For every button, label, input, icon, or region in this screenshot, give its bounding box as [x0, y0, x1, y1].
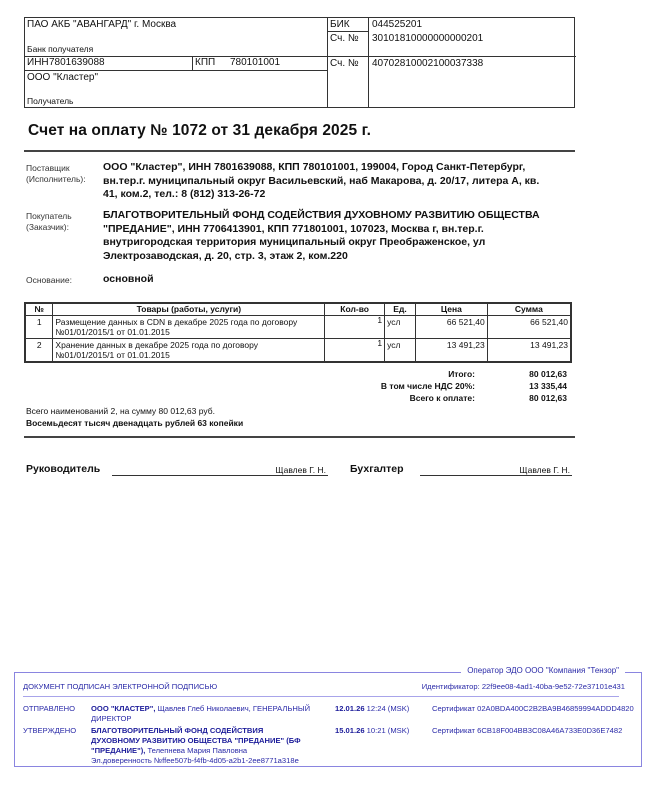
- row-num: 2: [25, 338, 53, 362]
- row-sum: 66 521,40: [487, 315, 571, 338]
- sent-time: 12:24 (MSK): [364, 704, 410, 713]
- basis-value: основной: [103, 273, 154, 285]
- approved-certificate: Сертификат 6CB18F004BB3C08A46A733E0D36E7482: [432, 726, 623, 735]
- sent-signer: [91, 704, 336, 724]
- divider: [327, 56, 576, 57]
- buyer-details: [103, 209, 573, 263]
- edo-operator: Оператор ЭДО ООО "Компания "Тензор": [461, 666, 625, 675]
- row-qty: [325, 315, 385, 338]
- account-label: Сч. №: [330, 58, 359, 69]
- row-qty-value: 1: [377, 337, 383, 348]
- total-value: 80 012,63: [529, 369, 567, 379]
- approved-status: УТВЕРЖДЕНО: [23, 726, 77, 735]
- supplier-label-line: Поставщик: [26, 163, 70, 173]
- recipient-label: Получатель: [27, 96, 74, 106]
- inn-label: ИНН: [27, 57, 49, 68]
- vat-value: 13 335,44: [529, 381, 567, 391]
- supplier-line: 41, ком.2, тел.: 8 (812) 313-26-72: [103, 188, 266, 201]
- vat-label: В том числе НДС 20%:: [380, 381, 475, 391]
- approved-org-line: БЛАГОТВОРИТЕЛЬНЫЙ ФОНД СОДЕЙСТВИЯ: [91, 726, 264, 735]
- header-goods: Товары (работы, услуги): [53, 303, 325, 315]
- supplier-details: [103, 161, 573, 202]
- accountant-label: Бухгалтер: [350, 463, 404, 475]
- row-name-line: Хранение данных в декабре 2025 года по договору: [55, 339, 258, 350]
- basis-label: Основание:: [26, 275, 72, 285]
- row-name: [53, 338, 325, 362]
- sent-datetime: [335, 704, 409, 714]
- corr-account-value: 30101810000000000201: [372, 33, 484, 44]
- row-name: [53, 315, 325, 338]
- sent-org: ООО "КЛАСТЕР",: [91, 704, 156, 713]
- sent-certificate: Сертификат 02A0BDA400C2B2BA9B46859994ADDD4820: [432, 704, 634, 713]
- approved-org-line: "ПРЕДАНИЕ"),: [91, 746, 146, 755]
- approved-time: 10:21 (MSK): [364, 726, 410, 735]
- approved-date: 15.01.26: [335, 726, 365, 735]
- table-header-row: [25, 303, 571, 315]
- bik-value: 044525201: [372, 19, 423, 30]
- accountant-signature-line: [420, 475, 572, 476]
- row-name-line: №01/01/2015/1 от 01.01.2015: [55, 349, 170, 360]
- director-name: Щавлев Г. Н.: [275, 465, 326, 475]
- sent-signer-line: [91, 704, 336, 714]
- sent-date: 12.01.26: [335, 704, 365, 713]
- row-price: 66 521,40: [415, 315, 487, 338]
- buyer-line: БЛАГОТВОРИТЕЛЬНЫЙ ФОНД СОДЕЙСТВИЯ ДУХОВНОМУ РАЗВИТИЮ ОБЩЕСТВА: [103, 209, 540, 221]
- sent-position: ДИРЕКТОР: [91, 714, 132, 723]
- bank-name: ПАО АКБ "АВАНГАРД" г. Москва: [27, 19, 177, 30]
- approved-person: Телепнева Мария Павловна: [145, 746, 248, 755]
- payable-value: 80 012,63: [529, 393, 567, 403]
- buyer-label: [26, 211, 72, 233]
- e-signature-heading: ДОКУМЕНТ ПОДПИСАН ЭЛЕКТРОННОЙ ПОДПИСЬЮ: [23, 682, 218, 691]
- buyer-line: Электрозаводская, д. 20, стр. 3, этаж 2, ком.220: [103, 249, 348, 262]
- power-of-attorney: Эл.доверенность №ffee507b-f4fb-4d05-a2b1-2ee8771a318e: [91, 756, 299, 765]
- buyer-line: внутригородская территория муниципальный округ Преображенское, ул: [103, 236, 486, 249]
- approved-signer-line: [91, 746, 336, 756]
- header-unit: Ед.: [385, 303, 416, 315]
- corr-account-label: Сч. №: [330, 33, 359, 44]
- supplier-label-line: (Исполнитель):: [26, 174, 86, 184]
- director-label: Руководитель: [26, 463, 101, 475]
- row-num: 1: [25, 315, 53, 338]
- title-rule: [24, 150, 575, 152]
- account-value: 40702810002100037338: [372, 58, 484, 69]
- sent-person: Щавлев Глеб Николаевич, ГЕНЕРАЛЬНЫЙ: [155, 704, 311, 713]
- supplier-line: ООО "Кластер", ИНН 7801639088, КПП 780101001, 199004, Город Санкт-Петербург,: [103, 161, 526, 173]
- divider: [25, 70, 327, 71]
- buyer-label-line: (Заказчик):: [26, 222, 69, 232]
- divider: [192, 56, 193, 71]
- row-name-line: Размещение данных в CDN в декабре 2025 года по договору: [55, 316, 298, 327]
- accountant-name: Щавлев Г. Н.: [519, 465, 570, 475]
- row-price: 13 491,23: [415, 338, 487, 362]
- row-unit: усл: [385, 338, 416, 362]
- inn-value: 7801639088: [49, 57, 105, 68]
- items-summary: Всего наименований 2, на сумму 80 012,63 руб.: [26, 406, 215, 416]
- table-row: [25, 338, 571, 362]
- approved-org-line: ДУХОВНОМУ РАЗВИТИЮ ОБЩЕСТВА "ПРЕДАНИЕ" (БФ: [91, 736, 301, 745]
- row-name-line: №01/01/2015/1 от 01.01.2015: [55, 326, 170, 337]
- sent-status: ОТПРАВЛЕНО: [23, 704, 76, 713]
- bank-label: Банк получателя: [27, 44, 94, 54]
- invoice-title: Счет на оплату № 1072 от 31 декабря 2025 г.: [28, 122, 372, 139]
- header-sum: Сумма: [487, 303, 571, 315]
- header-qty: Кол-во: [325, 303, 385, 315]
- divider: [327, 31, 368, 32]
- divider: [23, 696, 619, 697]
- kpp-value: 780101001: [230, 57, 281, 68]
- row-unit: усл: [385, 315, 416, 338]
- amount-in-words: Восемьдесят тысяч двенадцать рублей 63 копейки: [26, 418, 244, 428]
- header-price: Цена: [415, 303, 487, 315]
- row-sum: 13 491,23: [487, 338, 571, 362]
- recipient-name: ООО "Кластер": [27, 72, 99, 83]
- summary-rule: [24, 436, 575, 438]
- document-identifier: Идентификатор: 22f9ee08-4ad1-40ba-9e52-72e37101e431: [421, 682, 625, 691]
- supplier-line: вн.тер.г. муниципальный округ Васильевский, наб Макарова, д. 20/17, литера А, кв.: [103, 174, 540, 187]
- supplier-label: [26, 163, 86, 185]
- row-qty-value: 1: [377, 314, 383, 325]
- divider: [368, 18, 369, 107]
- buyer-line: "ПРЕДАНИЕ", ИНН 7706413901, КПП 771801001, 107023, Москва г, вн.тер.г.: [103, 222, 484, 235]
- table-row: [25, 315, 571, 338]
- kpp-label: КПП: [195, 57, 216, 68]
- row-qty: [325, 338, 385, 362]
- header-num: №: [25, 303, 53, 315]
- e-signature-panel: [14, 666, 642, 767]
- total-label: Итого:: [448, 369, 475, 379]
- bank-details-table: [24, 17, 575, 108]
- bik-label: БИК: [330, 19, 350, 30]
- buyer-label-line: Покупатель: [26, 211, 72, 221]
- payable-label: Всего к оплате:: [409, 393, 475, 403]
- director-signature-line: [112, 475, 328, 476]
- approved-signer: [91, 726, 336, 766]
- approved-datetime: [335, 726, 409, 736]
- items-table: [24, 302, 572, 363]
